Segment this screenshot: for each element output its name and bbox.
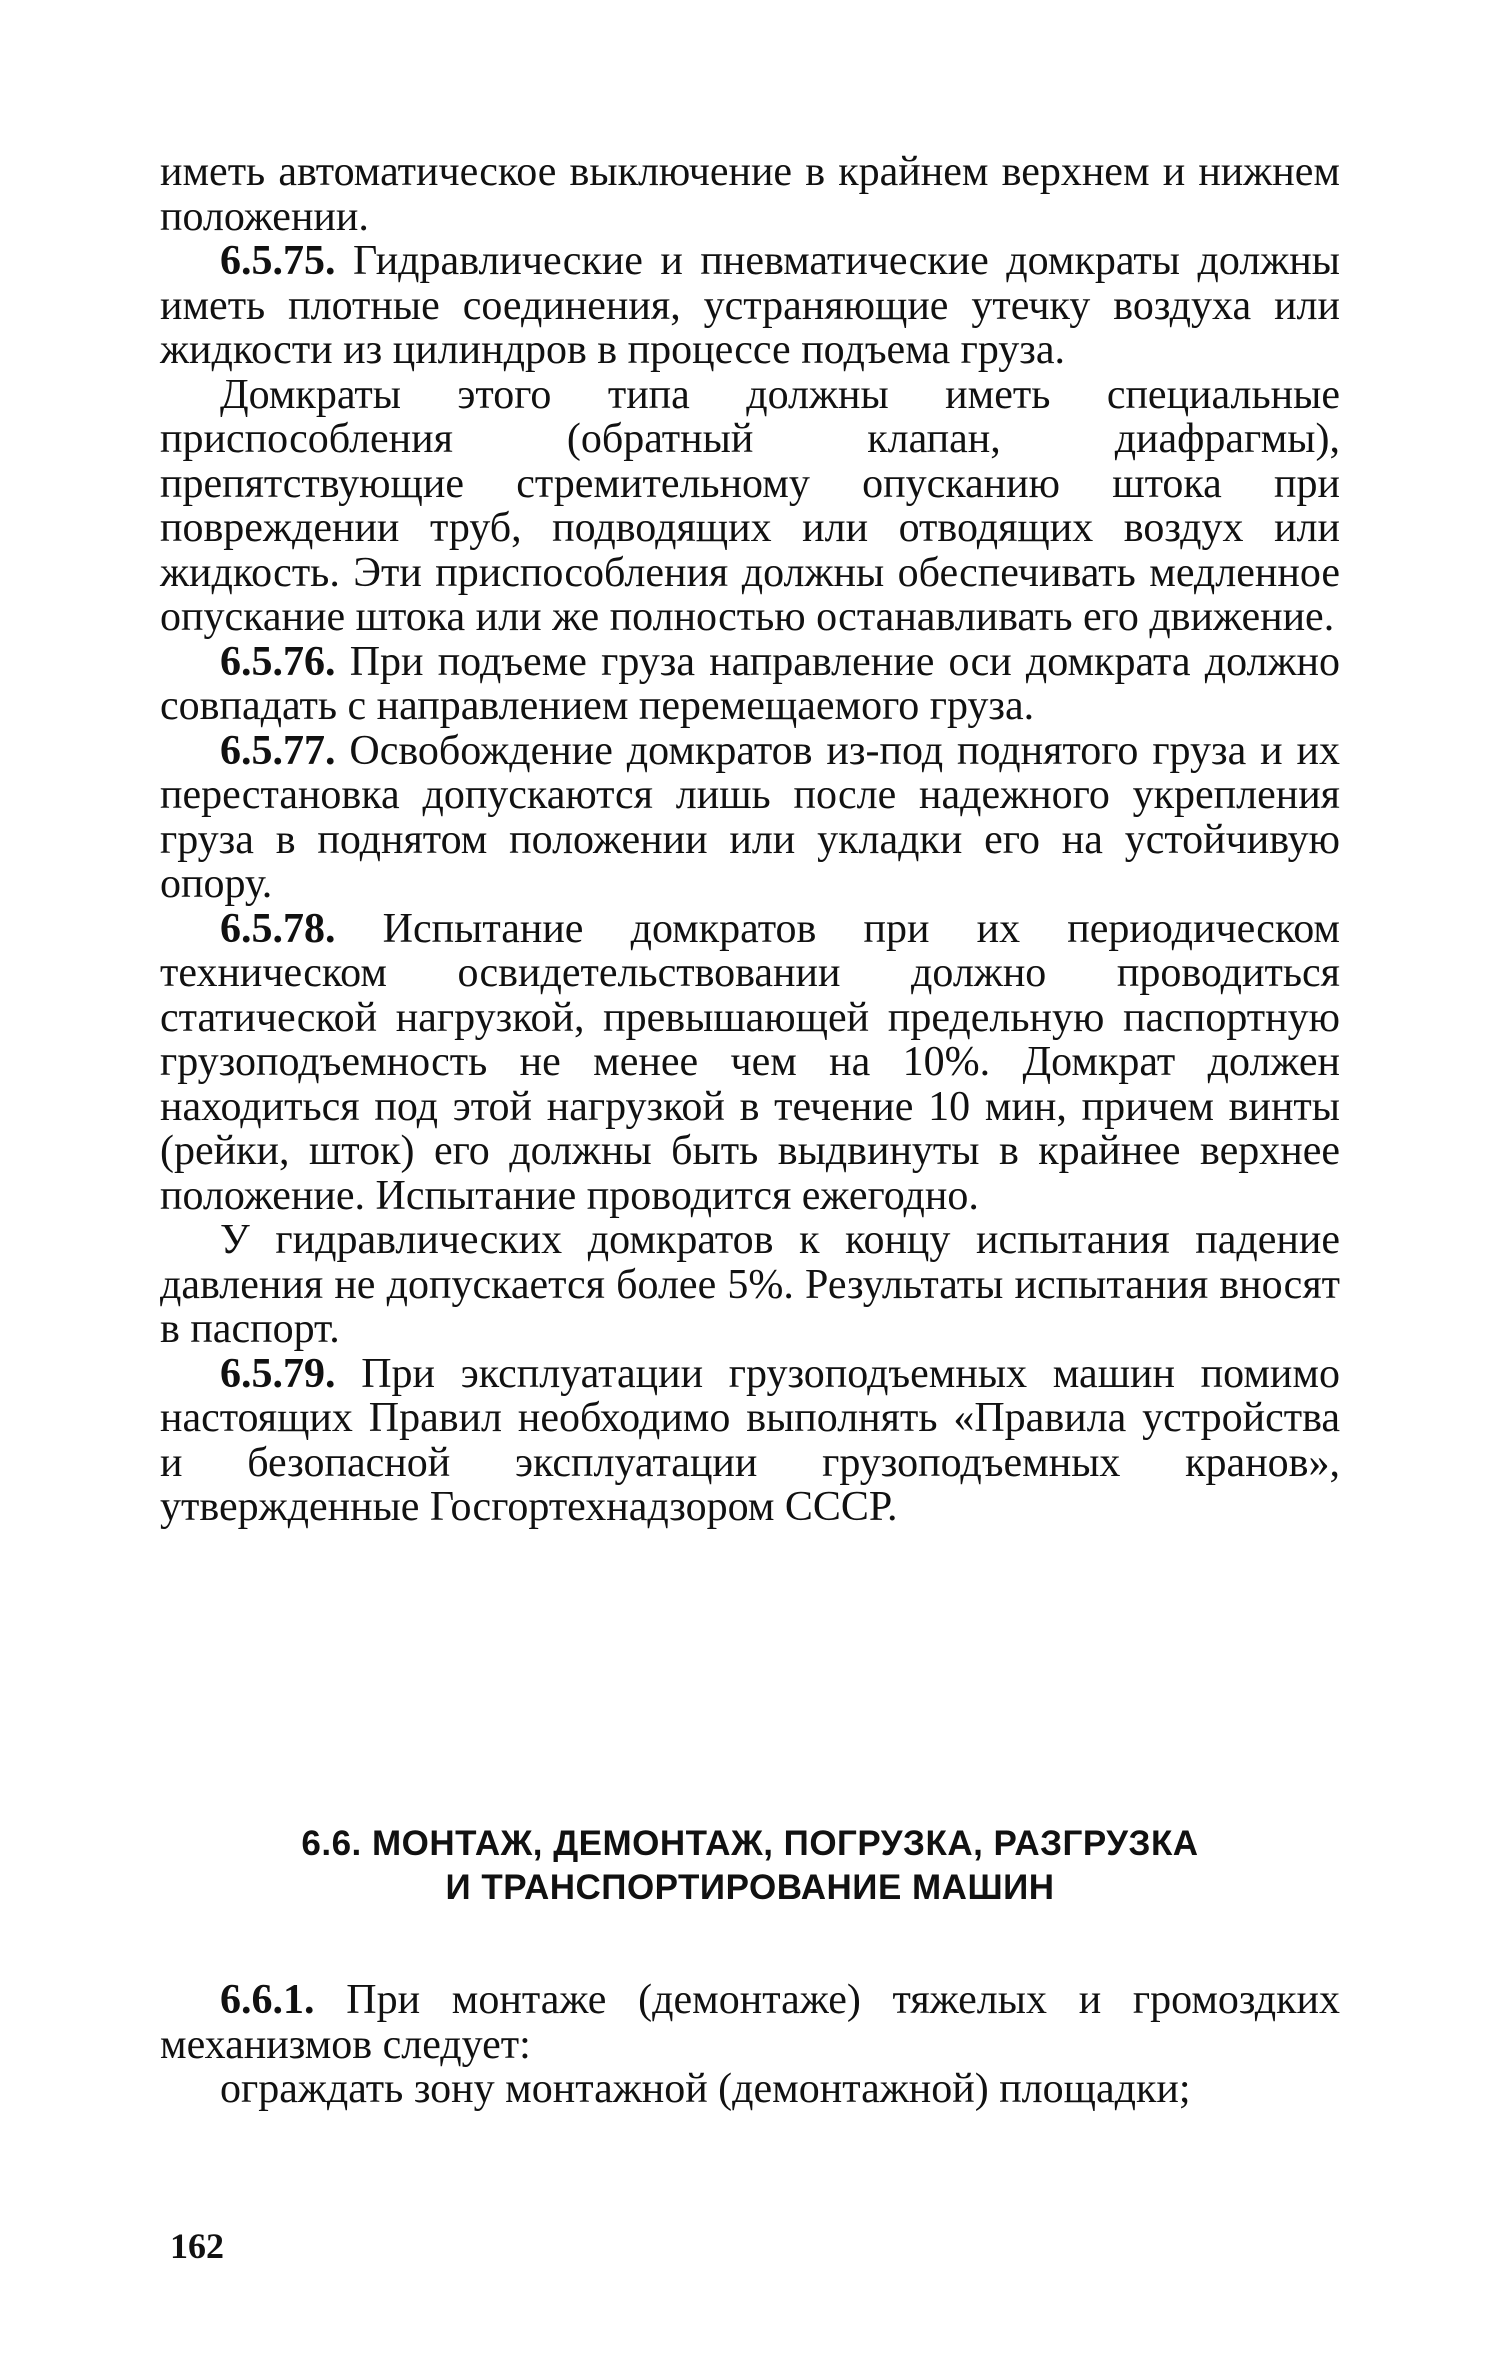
clause-6-5-75 — [160, 239, 1340, 373]
page-body — [160, 150, 1340, 1530]
clause-number: 6.5.75. — [220, 238, 336, 284]
paragraph-text: Домкраты этого типа должны иметь специальные приспособления (обратный клапан, диафрагмы), препятствующие стремительному опусканию штока при повреждении труб, подводящих или отводящих воздух или жидкость. Эти приспособления должны обеспечивать медленное опускание штока или же полностью останавливать его движение. — [160, 371, 1340, 640]
clause-number: 6.5.79. — [220, 1350, 336, 1397]
section-heading — [160, 1822, 1340, 1910]
paragraph-text: У гидравлических домкратов к концу испытания падение давления не допускается более 5%. Результаты испытания вносят в паспорт. — [160, 1217, 1340, 1352]
clause-6-5-77 — [160, 729, 1340, 907]
paragraph-text: иметь автоматическое выключение в крайнем верхнем и нижнем положении. — [160, 149, 1340, 240]
clause-6-5-79 — [160, 1352, 1340, 1530]
paragraph-text: При монтаже (демонтаже) тяжелых и громоздких механизмов следует: — [160, 1977, 1340, 2068]
paragraph-text: Испытание домкратов при их периодическом техническом освидетельствовании должно проводиться статической нагрузкой, превышающей предельную паспортную грузоподъемность не менее чем на 10%. Домкрат должен находиться под этой нагрузкой в течение 10 мин, причем винты (рейки, шток) его должны быть выдвинуты в крайнее верхнее положение. Испытание проводится ежегодно. — [160, 905, 1340, 1219]
clause-6-6-1 — [160, 1978, 1340, 2067]
clause-6-5-76 — [160, 640, 1340, 729]
page-number: 162 — [170, 2226, 224, 2266]
paragraph-text: Освобождение домкратов из-под поднятого груза и их перестановка допускаются лишь после надежного укрепления груза в поднятом положении или укладки его на устойчивую опору. — [160, 727, 1340, 907]
paragraph-text: Гидравлические и пневматические домкраты должны иметь плотные соединения, устраняющие утечку воздуха или жидкости из цилиндров в процессе подъема груза. — [160, 238, 1340, 373]
paragraph-hydraulic-test — [160, 1218, 1340, 1352]
section-heading-line-2: И ТРАНСПОРТИРОВАНИЕ МАШИН — [445, 1868, 1055, 1907]
page-body-section-6-6 — [160, 1978, 1340, 2112]
paragraph-jacks-devices — [160, 373, 1340, 640]
paragraph-text: ограждать зону монтажной (демонтажной) площадки; — [220, 2066, 1191, 2112]
clause-number: 6.5.76. — [220, 638, 336, 685]
paragraph-text: При подъеме груза направление оси домкрата должно совпадать с направлением перемещаемого груза. — [160, 638, 1340, 729]
paragraph-continuation — [160, 150, 1340, 239]
list-item-fence-zone — [160, 2067, 1340, 2112]
paragraph-text: При эксплуатации грузоподъемных машин помимо настоящих Правил необходимо выполнять «Правила устройства и безопасной эксплуатации грузоподъемных кранов», утвержденные Госгортехнадзором СССР. — [160, 1350, 1340, 1530]
clause-number: 6.5.78. — [220, 905, 336, 952]
clause-number: 6.5.77. — [220, 727, 336, 774]
clause-6-5-78 — [160, 907, 1340, 1219]
section-heading-line-1: 6.6. МОНТАЖ, ДЕМОНТАЖ, ПОГРУЗКА, РАЗГРУЗКА — [301, 1824, 1199, 1863]
clause-number: 6.6.1. — [220, 1977, 315, 2023]
